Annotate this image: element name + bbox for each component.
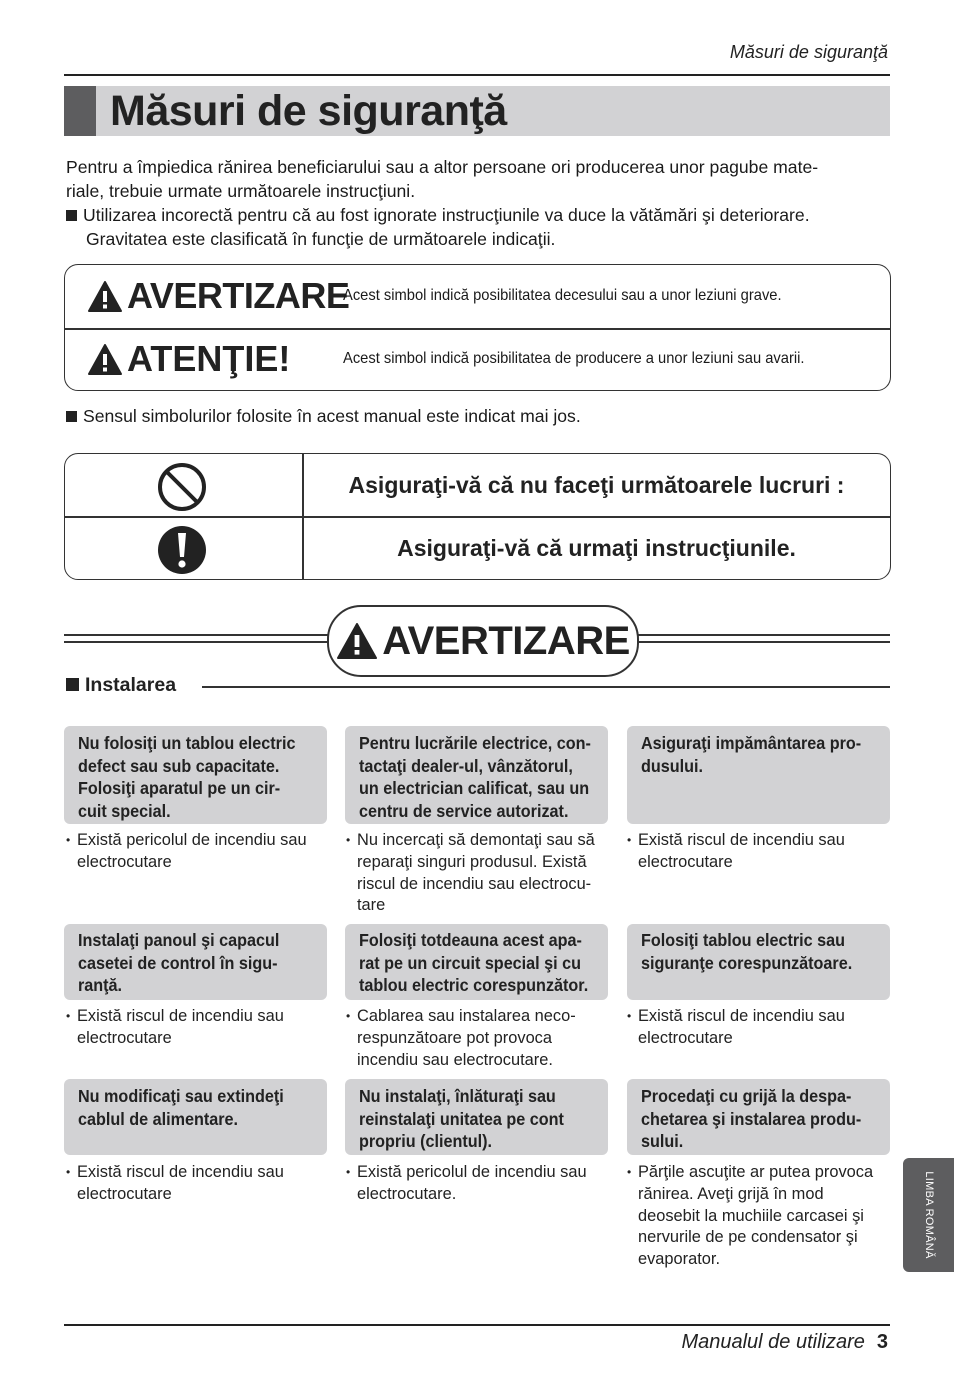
card-line: cablul de alimentare. (78, 1108, 239, 1129)
bullet-dot-icon: • (627, 1009, 632, 1023)
language-tab (903, 1158, 954, 1272)
intro-line: riale, trebuie urmate următoarele instrucţiuni. (66, 181, 416, 201)
card-line: Folosiţi aparatul pe un cir- (78, 778, 281, 799)
caution-label-text: ATENŢIE! (127, 338, 291, 379)
section-title: Instalarea (85, 674, 177, 696)
instruction-card (627, 726, 890, 824)
card-line: Instalaţi panoul şi capacul (78, 930, 280, 950)
instruction-note (66, 830, 328, 874)
instruction-note (627, 1006, 867, 1050)
instruction-card (627, 1079, 890, 1155)
banner-rule (634, 634, 890, 636)
card-line: tablou electric corespunzător. (359, 975, 589, 996)
instruction-card (627, 924, 890, 1000)
note-text: Există riscul de incendiu sau electrocutare (638, 1007, 845, 1047)
warning-label-text: AVERTIZARE (127, 275, 350, 316)
warning-triangle-icon (87, 280, 123, 313)
page-number: 3 (876, 1331, 888, 1353)
running-header: Măsuri de siguranţă (729, 42, 888, 62)
note-text: Există riscul de incendiu sau electrocutare (77, 1007, 284, 1047)
bullet-dot-icon: • (346, 1165, 351, 1179)
card-line: Nu modificaţi sau extindeţi (78, 1086, 284, 1106)
banner-rule (634, 641, 890, 643)
caution-row (65, 328, 890, 390)
card-line: chetarea şi instalarea produ- (641, 1108, 862, 1129)
section-heading (66, 674, 176, 697)
note-text: Există riscul de incendiu sau electrocutare (77, 1163, 284, 1203)
instruction-note (346, 1162, 604, 1206)
instruction-card (64, 726, 327, 824)
card-line: propriu (clientul). (359, 1131, 492, 1152)
card-line: casetei de control în sigu- (78, 952, 278, 973)
symbols-table (64, 453, 891, 580)
card-line: dusului. (641, 755, 704, 776)
instruction-note (346, 830, 604, 917)
mandatory-text: Asiguraţi-vă că urmaţi instrucţiunile. (397, 534, 796, 561)
card-line: sului. (641, 1131, 684, 1152)
banner-label: AVERTIZARE (382, 618, 630, 663)
warning-description: Acest simbol indică posibilitatea decesului sau a unor leziuni grave. (343, 287, 782, 304)
signal-word-box (64, 264, 891, 391)
instruction-card (64, 924, 327, 1000)
prohibition-icon (157, 462, 207, 512)
instruction-note (627, 1162, 877, 1271)
bullet-dot-icon: • (627, 833, 632, 847)
header-rule (64, 74, 890, 76)
intro-line: Utilizarea incorectă pentru că au fost ignorate instrucţiunile va duce la vătămări şi deteriorare. (83, 205, 810, 225)
bullet-dot-icon: • (346, 1009, 351, 1023)
intro-line: Gravitatea este clasificată în funcţie de următoarele indicaţii. (86, 229, 556, 249)
note-text: Există pericolul de incendiu sau electrocutare (77, 831, 307, 871)
bullet-dot-icon: • (66, 1009, 71, 1023)
page-title: Măsuri de siguranţă (110, 87, 507, 135)
card-line: Nu folosiţi un tablou electric (78, 733, 296, 753)
card-line: Nu instalaţi, înlăturaţi sau (359, 1086, 556, 1106)
banner-rule (64, 641, 328, 643)
card-line: ranţă. (78, 975, 123, 996)
warning-triangle-icon (87, 343, 123, 376)
symbols-intro (66, 406, 581, 427)
bullet-square-icon (66, 678, 79, 691)
bullet-dot-icon: • (346, 833, 351, 847)
caution-label (87, 328, 290, 390)
warning-banner (327, 605, 639, 677)
card-line: centru de service autorizat. (359, 800, 569, 821)
bullet-square-icon (66, 411, 77, 422)
prohibit-text: Asiguraţi-vă că nu faceţi următoarele lucruri : (348, 471, 845, 498)
warning-triangle-icon (336, 622, 378, 660)
note-text: Există pericolul de incendiu sau electrocutare. (357, 1163, 587, 1203)
footer (681, 1331, 888, 1354)
instruction-card (64, 1079, 327, 1155)
intro-line: Pentru a împiedica rănirea beneficiarului sau a altor persoane ori producerea unor pagube mate- (66, 157, 819, 177)
intro-bullet (66, 203, 892, 227)
card-line: Folosiţi tablou electric sau (641, 930, 846, 950)
caution-description: Acest simbol indică posibilitatea de producere a unor leziuni sau avarii. (343, 350, 805, 367)
card-line: Asiguraţi impământarea pro- (641, 733, 862, 753)
bullet-dot-icon: • (66, 1165, 71, 1179)
card-line: defect sau sub capacitate. (78, 755, 280, 776)
note-text: Există riscul de incendiu sau electrocutare (638, 831, 845, 871)
card-line: un electrician calificat, sau un (359, 778, 590, 799)
card-line: rat pe un circuit special şi cu (359, 952, 582, 973)
mandatory-row (65, 517, 890, 579)
note-text: Cablarea sau instalarea neco-respunzătoare pot provoca incendiu sau electrocutare. (357, 1007, 576, 1069)
title-bar (64, 86, 890, 136)
warning-label (87, 265, 349, 327)
symbols-intro-text: Sensul simbolurilor folosite în acest manual este indicat mai jos. (83, 406, 581, 426)
instruction-card (345, 924, 608, 1000)
note-text: Nu incercaţi să demontaţi sau să reparaţi singuri produsul. Există riscul de incendiu sau electrocu-tare (357, 831, 595, 915)
card-line: reinstalaţi unitatea pe cont (359, 1108, 564, 1129)
card-line: Procedaţi cu grijă la despa- (641, 1086, 852, 1106)
card-line: cuit special. (78, 800, 171, 821)
instruction-card (345, 1079, 608, 1155)
card-line: Folosiţi totdeauna acest apa- (359, 930, 582, 950)
footer-rule (64, 1324, 890, 1326)
instruction-note (346, 1006, 586, 1071)
card-line: Pentru lucrările electrice, con- (359, 733, 591, 753)
warning-row (65, 265, 890, 327)
prohibit-row (65, 454, 890, 516)
instruction-note (66, 1162, 306, 1206)
card-line: tactaţi dealer-ul, vânzătorul, (359, 755, 573, 776)
footer-manual: Manualul de utilizare (681, 1331, 865, 1353)
note-text: Părţile ascuţite ar putea provoca rănirea. Aveţi grijă în mod deosebit la muchiile carcasei şi nervurile de pe condensator şi evaporator. (638, 1163, 874, 1269)
language-tab-label: LIMBA ROMÂNĂ (922, 1171, 935, 1259)
bullet-square-icon (66, 210, 77, 221)
intro-text (66, 155, 892, 251)
instruction-card (345, 726, 608, 824)
mandatory-icon (157, 525, 207, 575)
banner-rule (64, 634, 328, 636)
bullet-dot-icon: • (627, 1165, 632, 1179)
bullet-dot-icon: • (66, 833, 71, 847)
instruction-note (627, 830, 867, 874)
instruction-note (66, 1006, 306, 1050)
section-rule (202, 686, 890, 688)
title-accent (64, 86, 96, 136)
card-line: siguranţe corespunzătoare. (641, 952, 853, 973)
